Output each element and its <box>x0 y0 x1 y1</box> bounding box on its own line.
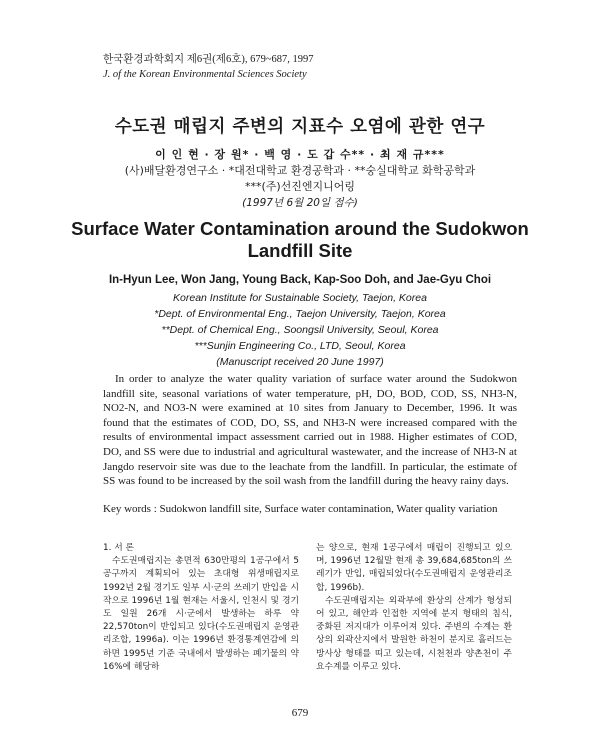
section-heading: 1. 서 론 <box>103 543 134 553</box>
journal-header <box>103 52 314 82</box>
affiliation-ko-1: (사)배달환경연구소 · *대전대학교 환경공학과 · **숭실대학교 화학공학과 <box>124 164 476 177</box>
received-date-ko: (1997년 6월 20일 접수) <box>242 197 358 209</box>
journal-citation-ko: 한국환경과학회지 제6권(제6호), 679~687, 1997 <box>103 54 314 65</box>
body-paragraph: 수도권매립지는 총면적 630만평의 1공구에서 5공구까지 계획되어 있는 초대형 위생매립지로 1992년 2월 경기도 일부 시·군의 쓰레기 반입을 시작으로 1996년 1월 현재는 서울시, 인천시 및 경기도 일원 26개 시·군에서 발생하는 하루 약 22,570ton이 반입되고 있다(수도권매립지 운영관리조합, 1996a). 이는 1996년 환경통계연감에 의하면 1995년 기준 국내에서 발생하는 폐기물의 약 16%에 해당하 <box>103 556 299 672</box>
affiliation-ko-2: ***(주)선진엔지니어링 <box>244 180 356 193</box>
body-column-right <box>316 542 512 674</box>
affiliation-en-3: **Dept. of Chemical Eng., Soongsil University, Seoul, Korea <box>161 324 439 336</box>
body-paragraph: 수도권매립지는 외곽부에 환상의 산계가 형성되어 있고, 해안과 인접한 지역에 분지 형태의 침식, 중화된 저지대가 이루어져 있다. 주변의 수계는 환상의 외곽산지에서 발원한 하천이 분지로 흘러드는 방사상 형태를 띠고 있는데, 시천천과 양촌천이 주요수계를 이루고 있다. <box>316 595 512 672</box>
korean-byline <box>0 147 600 211</box>
affiliation-en-4: ***Sunjin Engineering Co., LTD, Seoul, Korea <box>194 340 406 352</box>
journal-name-en: J. of the Korean Environmental Sciences Society <box>103 69 307 80</box>
received-date-en: (Manuscript received 20 June 1997) <box>216 356 384 368</box>
affiliation-en-2: *Dept. of Environmental Eng., Taejon University, Taejon, Korea <box>154 308 446 320</box>
affiliation-en-1: Korean Institute for Sustainable Society, Taejon, Korea <box>173 292 427 304</box>
paper-title-en-line1: Surface Water Contamination around the Sudokwon <box>71 218 529 239</box>
abstract-text: In order to analyze the water quality variation of surface water around the Sudokwon landfill site, seasonal variations of water temperature, pH, DO, BOD, COD, SS, NH3-N, NO2-N, and NO3-N were examined at 10 sites from January to December, 1996. It was found that the estimates of COD, DO, SS, and NH3-N were increased compared with the results of environmental impact assessment carried out in 1988. Higher estimates of COD, DO, and SS were due to industrial and agricultural wastewater, and the increase of NH3-N at Jangdo reservoir site was due to the leachate from the landfill. In particular, the estimate of SS was found to be increased by the soil wash from the landfill during the heavy rainy days. <box>103 373 517 488</box>
keywords: Key words : Sudokwon landfill site, Surface water contamination, Water quality variation <box>103 503 498 515</box>
paper-title-en <box>0 218 600 262</box>
paper-title-en-line2: Landfill Site <box>247 240 353 261</box>
authors-ko: 이 인 현 · 장 원* · 백 영 · 도 갑 수** · 최 재 규*** <box>155 148 445 161</box>
abstract <box>103 372 517 489</box>
english-byline <box>0 270 600 370</box>
body-paragraph: 는 양으로, 현재 1공구에서 매립이 진행되고 있으며, 1996년 12월말 현재 총 39,684,685ton의 쓰레기가 반입, 매립되었다(수도권매립지 운영관리조합, 1996b). <box>316 543 512 593</box>
body-column-left <box>103 542 299 674</box>
page-number: 679 <box>291 707 309 719</box>
paper-title-ko: 수도권 매립지 주변의 지표수 오염에 관한 연구 <box>114 117 486 137</box>
authors-en: In-Hyun Lee, Won Jang, Young Back, Kap-Soo Doh, and Jae-Gyu Choi <box>108 274 492 286</box>
